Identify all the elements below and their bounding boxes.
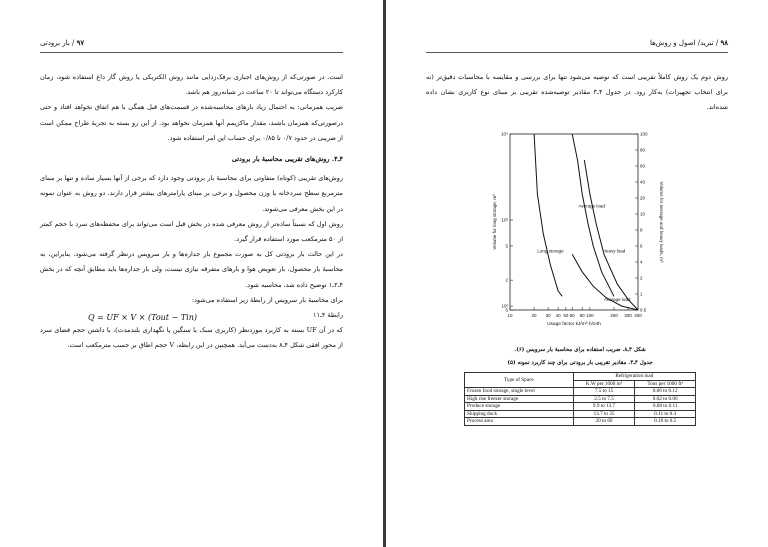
y-tick-label-right: 1: [640, 291, 643, 297]
table-cell: 9.9 to 13.7: [573, 403, 635, 411]
table-cell: High rise freezer storage: [465, 395, 574, 403]
table-cell: 0.16 to 0.5: [635, 418, 696, 426]
y-tick-label-right: 100: [640, 131, 648, 137]
series-label: Long storage: [537, 248, 564, 254]
paragraph: است. در صورتی‌که از روش‌های اجباری برفک‌زدایی مانند روش الکتریکی یا روش گاز داغ استفاده شود، زمان کارکرد دستگاه می‌تواند تا ۲۰ ساعت در شبانه‌روز هم باشد.: [40, 73, 343, 97]
series-label: Average load: [578, 203, 605, 209]
x-tick-label: 100: [586, 313, 594, 318]
x-tick-label: 300: [624, 313, 632, 318]
left-text-column: [40, 70, 343, 353]
y-tick-label-right: 8: [640, 227, 643, 233]
y-tick-label-left: 5: [505, 307, 508, 313]
x-tick-label: 200: [610, 313, 618, 318]
left-page-number: ۹۷: [76, 38, 85, 47]
table-cell: 2.5 to 7.5: [573, 395, 635, 403]
refrigeration-load-table: [464, 372, 696, 426]
x-tick-label: 40: [555, 313, 561, 318]
y-tick-label-right: 60: [640, 163, 646, 169]
y-tick-label-left: 10³: [501, 217, 508, 223]
table-cell: 13.7 to 35: [573, 410, 635, 418]
y-tick-label-right: 80: [640, 147, 646, 153]
y-tick-label-right: 20: [640, 195, 646, 201]
table-row: [465, 403, 696, 411]
table-header-cell: Tons per 1000 ft³: [635, 380, 696, 388]
plot-frame: [510, 134, 638, 310]
x-tick-label: 400: [634, 313, 642, 318]
left-page-number-header: ۹۷ / بار برودتی: [40, 38, 85, 47]
table-cell: Process area: [465, 418, 574, 426]
y-tick-label-right: 6: [640, 243, 643, 249]
paragraph: که در آن UF بسته به کاربرد موردنظر (کاربری سبک یا سنگین یا نگهداری بلندمدت)، با داشتن حجم فضای سرد از محور افقی شکل ۴ـ۸ به‌دست می‌آید. همچنین در این رابطه، V حجم اطاق بر حسب مترمکعب است.: [40, 326, 343, 350]
y-axis-label-right: Volume for average and heavy loads, m³: [659, 181, 664, 263]
right-running-title: تبرید/ اصول و روش‌ها: [649, 39, 714, 47]
table-cell: 0.11 to 0.3: [635, 410, 696, 418]
table-cell: 0.02 to 0.06: [635, 395, 696, 403]
table-row: [465, 410, 696, 418]
table-header-cell: K.W per 1000 m³: [573, 380, 635, 388]
y-tick-label-left: 10⁴: [501, 131, 508, 137]
table-header-cell: Refrigeration load: [573, 373, 695, 381]
y-tick-label-left: 5: [505, 243, 508, 249]
series-label: Heavy load: [602, 248, 626, 254]
y-tick-label-right: 40: [640, 179, 646, 185]
paragraph: ضریب همزمانی: به احتمال زیاد بارهای محاسبه‌شده در قسمت‌های قبل همگی با هم اتفاق نخواهد افتاد و حتی درصورتی‌که همزمان باشند، مقدار ماکزیمم آنها همزمان نخواهد بود. از این رو بسته به تجربهٔ طراح ممکن است از ضریبی در حدود ۰/۷ تا ۰/۸۵ برای حساب این امر استفاده شود.: [40, 103, 343, 142]
table-cell: 7.5 to 15: [573, 388, 635, 396]
table-cell: 0.08 to 0.11: [635, 403, 696, 411]
section-heading: ۴ـ۴. روش‌های تقریبی محاسبهٔ بار برودتی: [231, 155, 343, 164]
paragraph: روش اول که نسبتاً ساده‌تر از روش معرفی شده در بخش قبل است می‌تواند برای محفظه‌های سرد با حجم کمتر از ۵۰ مترمکعب مورد استفاده قرار گیرد.: [40, 219, 343, 244]
x-tick-label: 20: [531, 313, 537, 318]
x-tick-label: 80: [579, 313, 585, 318]
x-tick-label: 60: [569, 313, 575, 318]
right-header-rule: [426, 52, 728, 53]
usage-factor-chart: [488, 126, 668, 336]
figure-caption: شکل ۴ـ۸. ضریب استفاده برای محاسبهٔ بار سرویس (۶).: [514, 347, 646, 353]
left-header-rule: [40, 52, 343, 53]
table-cell: Produce storage: [465, 403, 574, 411]
paragraph: برای محاسبهٔ بار سرویس از رابطهٔ زیر استفاده می‌شود:: [191, 295, 343, 304]
paragraph: روش‌های تقریبی (کوتاه) متفاوتی برای محاسبهٔ بار برودتی وجود دارد که برخی از آنها بسیار ساده و تنها بر مبنای مترمربع سطح سردخانه یا وزن محصول و برخی بر مبنای پارامترهای بیشتر قرار دارند. دو روش به عنوان نمونه در این بخش معرفی می‌شوند.: [40, 174, 343, 213]
x-tick-label: 10: [507, 313, 513, 318]
y-tick-label-right: 0.5: [640, 307, 647, 313]
equation: Q = UF × V × (Tout − Tin): [88, 313, 197, 323]
y-tick-label-left: 10²: [501, 303, 508, 309]
x-tick-label: 30: [545, 313, 551, 318]
table-cell: 0.06 to 0.12: [635, 388, 696, 396]
right-page-number: ۹۸: [720, 38, 728, 47]
equation-label: رابطهٔ ۴ـ۱۱: [312, 311, 343, 320]
x-tick-label: 50: [563, 313, 569, 318]
y-tick-label-left: 2: [505, 277, 508, 283]
left-page: [0, 0, 383, 547]
table-cell: 20 to 60: [573, 418, 635, 426]
table-cell: Frozen food storage, single level: [465, 388, 574, 396]
table-header-cell: Type of Space: [465, 373, 574, 388]
series-line-0: [572, 134, 614, 296]
table-row: [465, 395, 696, 403]
table-cell: Shipping dock: [465, 410, 574, 418]
left-running-title: بار برودتی: [40, 39, 70, 47]
x-axis-label: Usage factor kJ/m³·h/24h: [547, 322, 601, 327]
table-row: [465, 388, 696, 396]
right-page: [386, 0, 768, 547]
paragraph: در این حالت بار برودتی کل به صورت مجموع بار جداره‌ها و بار سرویس درنظر گرفته می‌شود. بنابراین، به محاسبهٔ بار محصول، بار تعویض هوا و بارهای متفرقه نیازی نیست، ولی بار جداره‌ها باید مطابق آنچه که در بخش ۴ـ۲ـ۱ توضیح داده شد، محاسبه شود.: [40, 250, 343, 289]
y-axis-label-left: Volume for long storage, m³: [492, 194, 497, 250]
table-caption: جدول ۴ـ۳. مقادیر تقریبی بار برودتی برای چند کاربرد نمونه (۵): [507, 360, 653, 366]
right-text-column: [426, 70, 728, 116]
y-tick-label-right: 4: [640, 259, 643, 265]
series-line-1: [584, 160, 638, 310]
right-page-number-header: ۹۸ / تبرید/ اصول و روش‌ها: [649, 38, 728, 47]
series-line-2: [534, 134, 562, 296]
y-tick-label-right: 2: [640, 275, 643, 281]
equation-row: [40, 308, 343, 323]
series-label: Average load: [603, 296, 631, 302]
table-row: [465, 418, 696, 426]
paragraph: روش دوم یک روش کاملاً تقریبی است که توصیه می‌شود تنها برای بررسی و مقایسه با محاسبات دقیق‌تر (نه برای انتخاب تجهیزات) به‌کار رود. در جدول ۴ـ۳ مقادیر توصیه‌شده تقریبی بر مبنای نوع کاربری نشان داده شده‌اند.: [426, 73, 728, 112]
y-tick-label-right: 10: [640, 211, 646, 217]
table-header-row: [465, 373, 696, 381]
